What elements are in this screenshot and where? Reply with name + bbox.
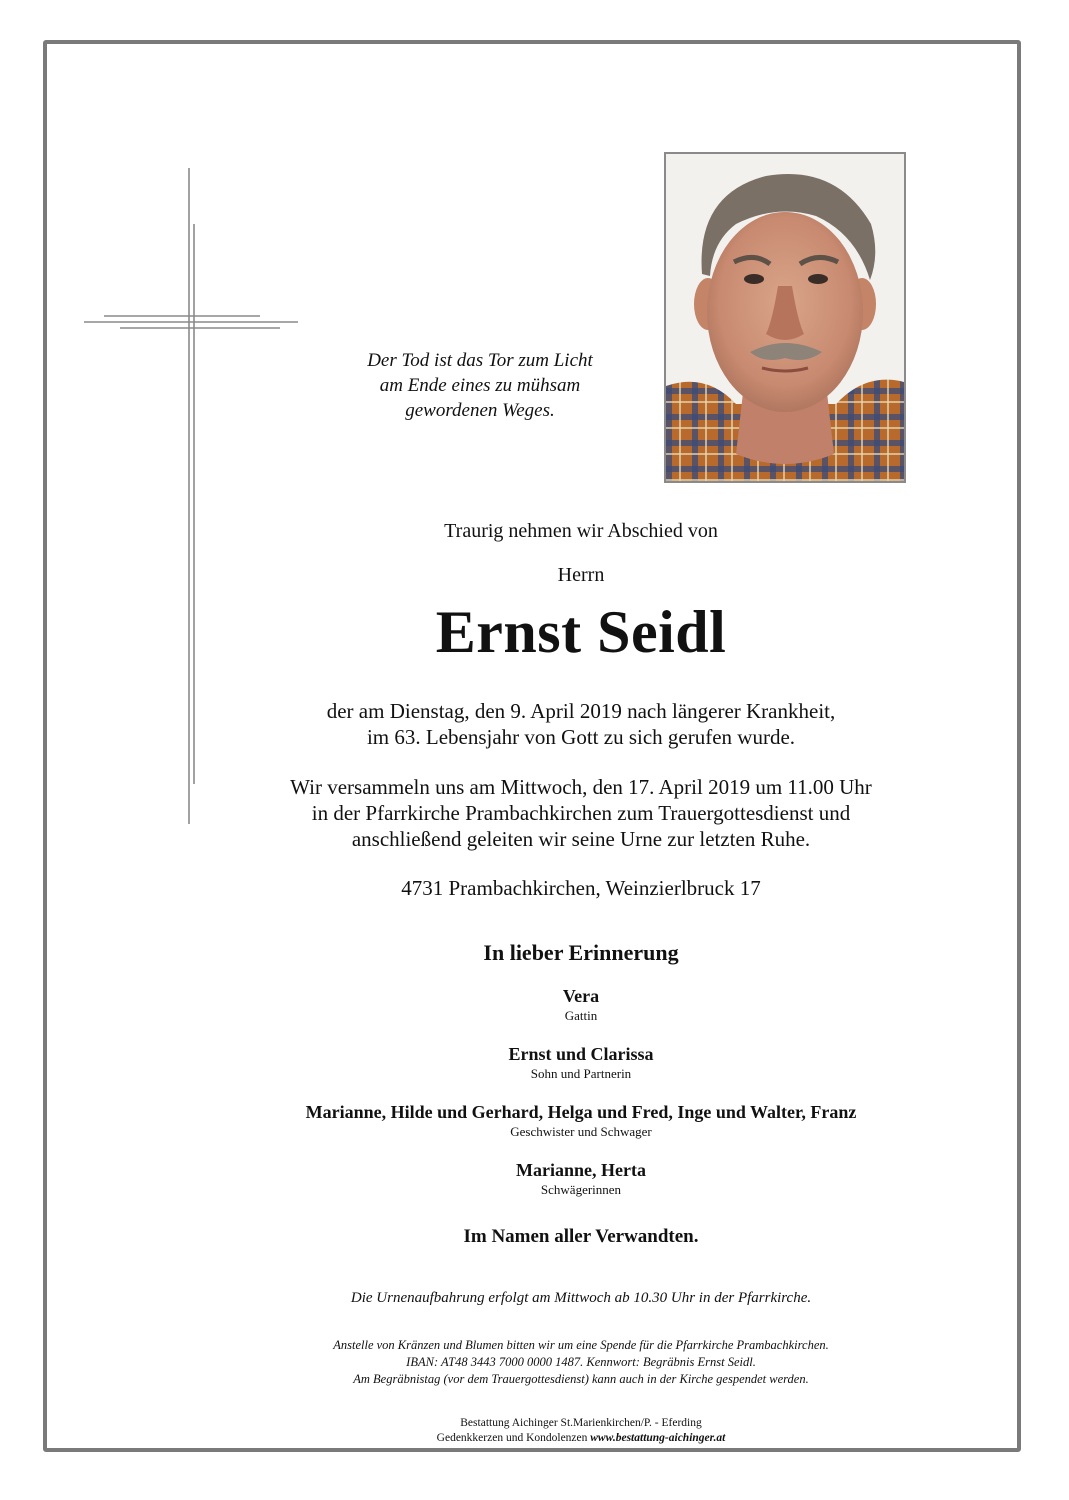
memory-heading: In lieber Erinnerung — [483, 940, 679, 965]
mourner-group — [100, 1160, 1062, 1198]
intro-text: Traurig nehmen wir Abschied von — [444, 520, 718, 542]
mourner-group — [100, 986, 1062, 1024]
service-notice-line: in der Pfarrkirche Prambachkirchen zum Trauergottesdienst und — [311, 801, 851, 825]
service-notice-line: anschließend geleiten wir seine Urne zur letzten Ruhe. — [351, 827, 811, 851]
quote-line: Der Tod ist das Tor zum Licht — [367, 350, 593, 371]
mourner-name: Marianne, Herta — [516, 1160, 646, 1180]
mourner-relation: Gattin — [564, 1008, 598, 1023]
mourner-relation: Sohn und Partnerin — [530, 1066, 632, 1081]
mourner-relation: Geschwister und Schwager — [510, 1124, 652, 1139]
portrait-image — [666, 154, 904, 481]
footer — [100, 1416, 1062, 1446]
donation-line: Anstelle von Kränzen und Blumen bitten wir um eine Spende für die Pfarrkirche Prambachkirchen. — [333, 1338, 829, 1352]
service-notice-line: Wir versammeln uns am Mittwoch, den 17. April 2019 um 11.00 Uhr — [290, 775, 872, 799]
mourner-relation: Schwägerinnen — [540, 1182, 622, 1197]
mourner-name: Vera — [562, 986, 600, 1006]
quote-line: am Ende eines zu mühsam — [379, 375, 581, 396]
donation-line: Am Begräbnistag (vor dem Trauergottesdienst) kann auch in der Kirche gespendet werden. — [353, 1372, 809, 1386]
memorial-quote — [320, 348, 640, 423]
mourner-name: Ernst und Clarissa — [508, 1044, 654, 1064]
death-notice-line: der am Dienstag, den 9. April 2019 nach längerer Krankheit, — [326, 699, 836, 723]
footer-prefix: Gedenkkerzen und Kondolenzen — [436, 1432, 591, 1444]
address: 4731 Prambachkirchen, Weinzierlbruck 17 — [401, 876, 761, 900]
death-notice-line: im 63. Lebensjahr von Gott zu sich gerufen wurde. — [366, 725, 796, 749]
mourner-group — [100, 1044, 1062, 1082]
deceased-name: Ernst Seidl — [435, 599, 727, 665]
death-notice — [100, 698, 1062, 750]
donation-line: IBAN: AT48 3443 7000 0000 1487. Kennwort: Begräbnis Ernst Seidl. — [406, 1355, 756, 1369]
footer-line: Bestattung Aichinger St.Marienkirchen/P. - Eferding — [460, 1417, 702, 1429]
quote-line: gewordenen Weges. — [405, 400, 555, 421]
service-notice — [100, 774, 1062, 852]
footer-line — [100, 1431, 1062, 1446]
urn-notice: Die Urnenaufbahrung erfolgt am Mittwoch ab 10.30 Uhr in der Pfarrkirche. — [350, 1290, 812, 1306]
donation-notice — [100, 1337, 1062, 1388]
closing-line: Im Namen aller Verwandten. — [463, 1226, 699, 1247]
website-link[interactable]: www.bestattung-aichinger.at — [590, 1432, 726, 1444]
salutation: Herrn — [557, 564, 605, 586]
mourner-name: Marianne, Hilde und Gerhard, Helga und Fred, Inge und Walter, Franz — [305, 1102, 857, 1122]
portrait-photo — [664, 152, 906, 483]
mourner-group — [100, 1102, 1062, 1140]
